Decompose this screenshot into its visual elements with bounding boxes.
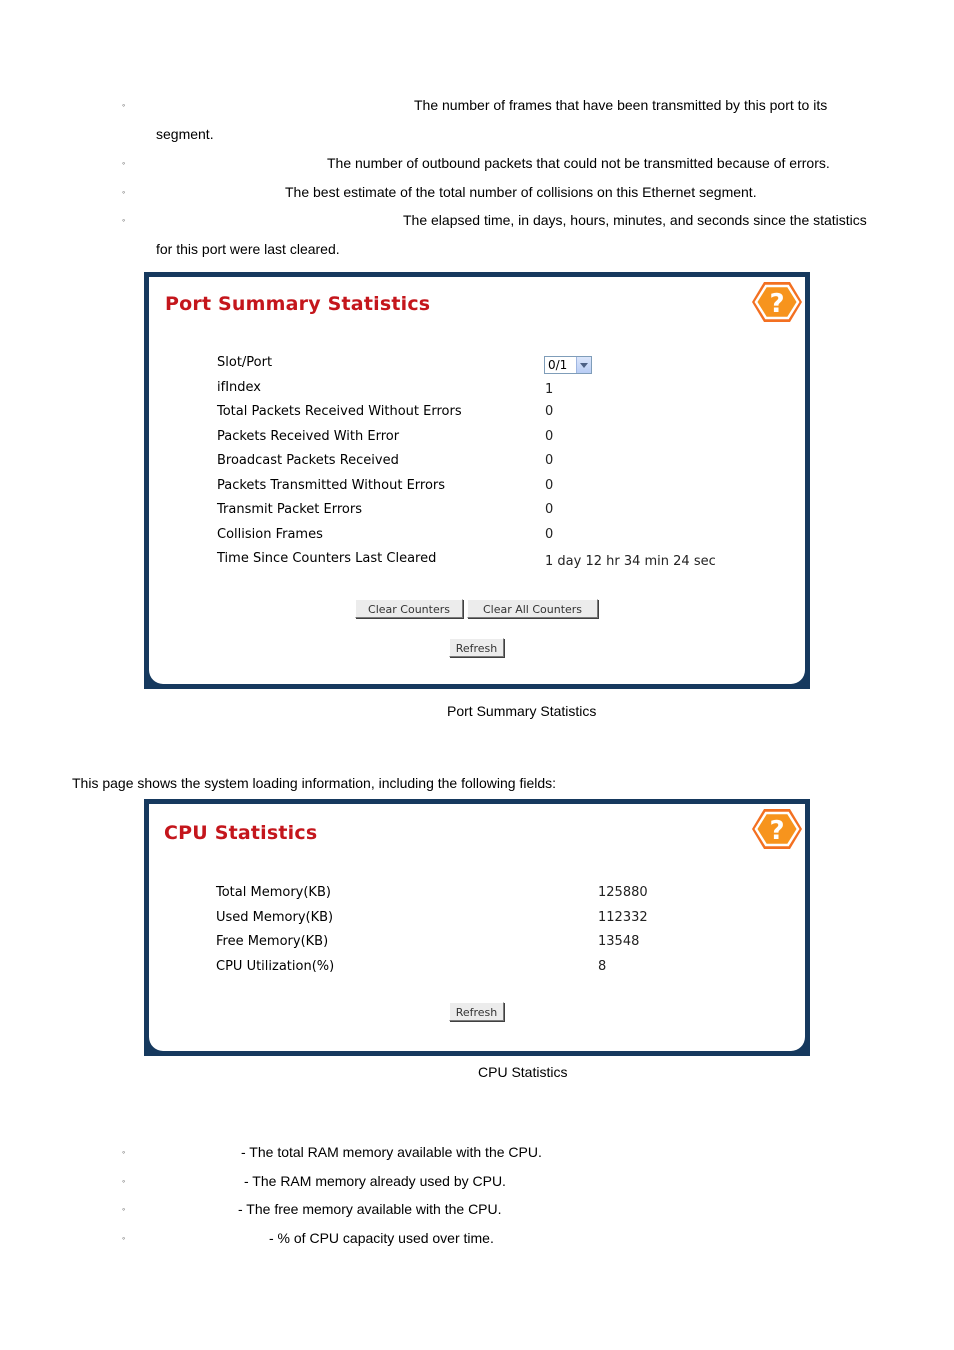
- bullet-marker: ◦: [122, 1233, 126, 1243]
- tx-ok-label: Packets Transmitted Without Errors: [217, 478, 446, 493]
- page-title: Port Summary Statistics: [165, 293, 431, 315]
- tx-error-value: 0: [545, 502, 554, 517]
- cpu-utilization-label: CPU Utilization(%): [216, 959, 335, 974]
- used-memory-label: Used Memory(KB): [216, 910, 334, 925]
- help-question-icon[interactable]: [752, 280, 802, 324]
- bullet-text: The elapsed time, in days, hours, minutes, and seconds since the statistics: [403, 212, 867, 228]
- bullet-marker: ◦: [122, 158, 126, 168]
- rx-error-label: Packets Received With Error: [217, 429, 400, 444]
- svg-text:?: ?: [769, 289, 785, 319]
- field-description: - The total RAM memory available with the CPU.: [241, 1144, 542, 1160]
- total-memory-label: Total Memory(KB): [216, 885, 331, 900]
- refresh-button[interactable]: Refresh: [449, 1002, 504, 1021]
- port-summary-panel: [144, 272, 810, 689]
- figure-caption: Port Summary Statistics: [447, 703, 597, 719]
- bullet-marker: ◦: [122, 1147, 126, 1157]
- refresh-button[interactable]: Refresh: [449, 638, 504, 657]
- free-memory-label: Free Memory(KB): [216, 934, 329, 949]
- cpu-utilization-value: 8: [598, 959, 607, 974]
- help-question-icon[interactable]: [752, 807, 802, 851]
- clear-all-counters-button[interactable]: Clear All Counters: [467, 599, 598, 618]
- bullet-text: The number of frames that have been transmitted by this port to its: [414, 97, 828, 113]
- bullet-text: The number of outbound packets that could not be transmitted because of errors.: [327, 155, 830, 171]
- field-description: - The free memory available with the CPU.: [238, 1201, 502, 1217]
- cpu-statistics-panel: [144, 799, 810, 1056]
- bullet-text: The best estimate of the total number of collisions on this Ethernet segment.: [285, 184, 757, 200]
- chevron-down-icon[interactable]: [576, 357, 591, 373]
- bullet-text-cont: segment.: [156, 126, 214, 142]
- free-memory-value: 13548: [598, 934, 640, 949]
- rx-error-value: 0: [545, 429, 554, 444]
- clear-counters-button[interactable]: Clear Counters: [355, 599, 463, 618]
- tx-ok-value: 0: [545, 478, 554, 493]
- bullet-marker: ◦: [122, 1176, 126, 1186]
- broadcast-rx-label: Broadcast Packets Received: [217, 453, 399, 468]
- section-intro: This page shows the system loading information, including the following fields:: [72, 775, 557, 791]
- page-title: CPU Statistics: [164, 822, 318, 844]
- total-rx-value: 0: [545, 404, 554, 419]
- collision-label: Collision Frames: [217, 527, 323, 542]
- ifindex-value: 1: [545, 382, 554, 397]
- svg-text:?: ?: [769, 816, 785, 846]
- ifindex-label: ifIndex: [217, 380, 261, 395]
- slot-port-selected: 0/1: [548, 358, 568, 372]
- cpu-statistics-content: [149, 804, 805, 1051]
- used-memory-value: 112332: [598, 910, 648, 925]
- bullet-marker: ◦: [122, 187, 126, 197]
- figure-caption: CPU Statistics: [478, 1064, 568, 1080]
- total-rx-label: Total Packets Received Without Errors: [217, 404, 462, 419]
- slot-port-label: Slot/Port: [217, 355, 273, 370]
- field-description: - % of CPU capacity used over time.: [269, 1230, 494, 1246]
- bullet-text-cont: for this port were last cleared.: [156, 241, 340, 257]
- slot-port-select[interactable]: [544, 356, 592, 374]
- field-description: - The RAM memory already used by CPU.: [244, 1173, 506, 1189]
- tx-error-label: Transmit Packet Errors: [217, 502, 362, 517]
- bullet-marker: ◦: [122, 215, 126, 225]
- time-since-cleared-value: 1 day 12 hr 34 min 24 sec: [545, 554, 716, 569]
- port-summary-content: [149, 277, 805, 684]
- collision-value: 0: [545, 527, 554, 542]
- bullet-marker: ◦: [122, 1204, 126, 1214]
- time-since-cleared-label: Time Since Counters Last Cleared: [217, 551, 437, 566]
- broadcast-rx-value: 0: [545, 453, 554, 468]
- total-memory-value: 125880: [598, 885, 648, 900]
- bullet-marker: ◦: [122, 100, 126, 110]
